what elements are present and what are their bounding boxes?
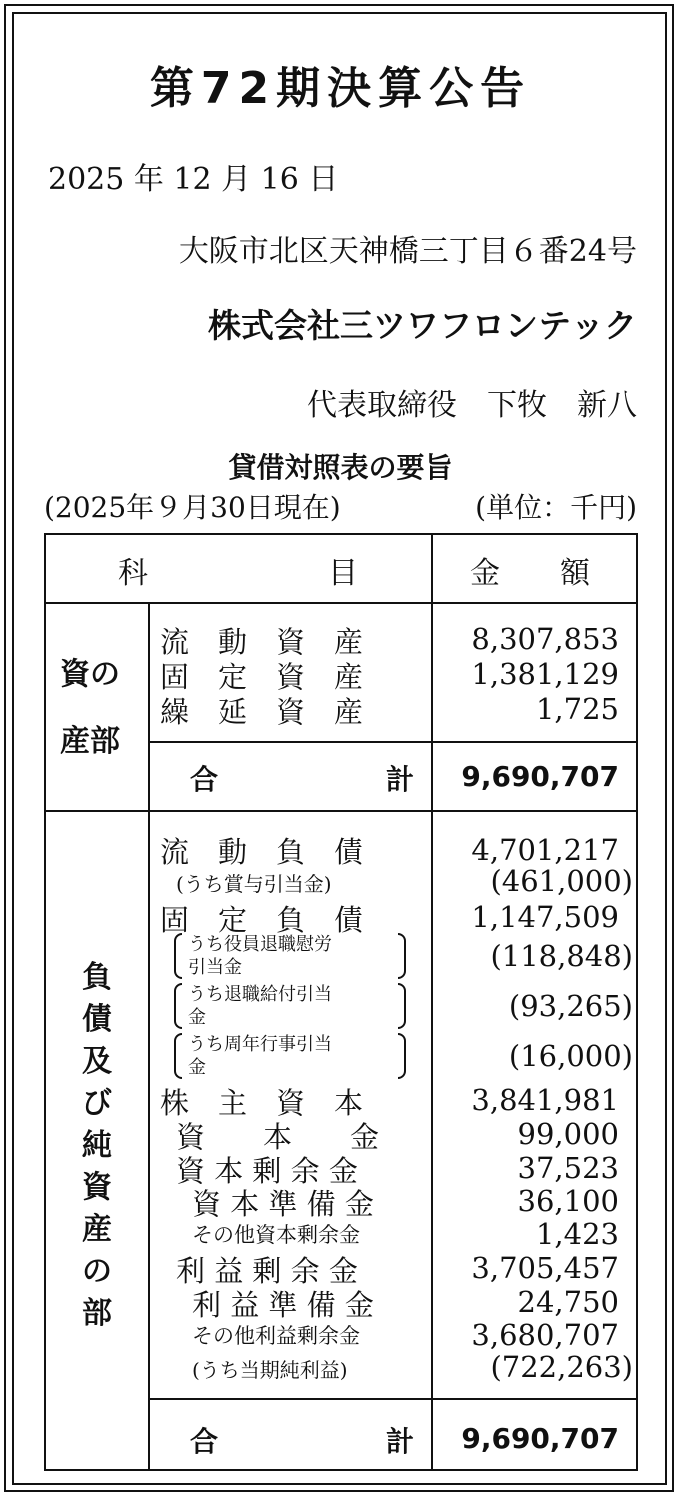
assets-section-label-1: 資の (60, 657, 120, 692)
company-name: 株式会社三ツワフロンテック (208, 306, 637, 345)
liability-row-label: 資 本 準 備 金 (192, 1187, 374, 1221)
liability-row-value: 3,841,981 (471, 1083, 619, 1117)
asset-row-label: 流 動 資 産 (160, 625, 364, 659)
liability-row-value: 1,423 (535, 1217, 619, 1251)
section-divider (44, 810, 638, 812)
bracket-right (398, 1033, 406, 1079)
asset-row-label: 固 定 資 産 (160, 660, 364, 694)
assets-section-label-2: 産部 (60, 724, 120, 759)
liability-row-label: 資 本 金 (176, 1120, 380, 1154)
assets-total-label: 合 計 (190, 763, 415, 796)
liability-row-value: (93,265) (508, 989, 633, 1023)
liability-row-value: 3,705,457 (471, 1251, 619, 1285)
bracket-left (174, 1033, 182, 1079)
liabilities-total-value: 9,690,707 (461, 1422, 619, 1455)
liability-row-value: 36,100 (517, 1184, 619, 1218)
header-item: 科 目 (118, 556, 358, 591)
bracket-left (174, 933, 182, 979)
liability-row-label: その他利益剰余金 (192, 1324, 360, 1348)
liability-row-value: 3,680,707 (471, 1318, 619, 1352)
header-amount: 金 額 (470, 556, 590, 591)
liability-row-label: その他資本剰余金 (192, 1223, 360, 1247)
column-divider (431, 533, 433, 1471)
liability-row-label: うち退職給付引当 金 (188, 984, 332, 1028)
representative: 代表取締役 下牧 新八 (307, 388, 637, 423)
notice-title: 第72期決算公告 (149, 63, 532, 114)
notice-date: 2025 年 12 月 16 日 (48, 162, 339, 197)
liability-row-value: 1,147,509 (471, 900, 619, 934)
liability-row-label: 流 動 負 債 (160, 835, 364, 869)
asset-row-value: 1,725 (535, 692, 619, 726)
liability-row-value: 99,000 (517, 1117, 619, 1151)
asset-section-divider (148, 602, 150, 810)
liabilities-section-label: 負 債 及 び 純 資 産 の 部 (82, 960, 112, 1331)
liability-row-label: (うち賞与引当金) (176, 872, 332, 896)
liability-row-label: 固 定 負 債 (160, 903, 364, 937)
liability-row-label: 資 本 剰 余 金 (176, 1154, 358, 1188)
bracket-right (398, 983, 406, 1029)
liability-row-value: 24,750 (517, 1285, 619, 1319)
company-address: 大阪市北区天神橋三丁目６番24号 (178, 234, 637, 269)
liability-row-value: 4,701,217 (471, 833, 619, 867)
liability-section-divider (148, 810, 150, 1471)
header-divider (44, 602, 638, 604)
liability-row-label: 株 主 資 本 (160, 1086, 364, 1120)
bracket-left (174, 983, 182, 1029)
asset-row-value: 8,307,853 (471, 622, 619, 656)
liability-row-value: (461,000) (490, 864, 633, 898)
liability-row-label: 利 益 準 備 金 (192, 1288, 374, 1322)
asset-row-label: 繰 延 資 産 (160, 695, 364, 729)
liability-row-value: (722,263) (490, 1350, 633, 1384)
liability-row-label: うち周年行事引当 金 (188, 1034, 332, 1078)
bracket-right (398, 933, 406, 979)
liability-row-value: 37,523 (517, 1151, 619, 1185)
liability-row-value: (118,848) (490, 939, 633, 973)
assets-total-value: 9,690,707 (461, 760, 619, 793)
asset-total-divider (148, 741, 638, 743)
liability-total-divider (148, 1398, 638, 1400)
liabilities-total-label: 合 計 (190, 1425, 415, 1458)
balance-sheet-title: 貸借対照表の要旨 (228, 451, 453, 484)
liability-row-label: うち役員退職慰労 引当金 (188, 934, 332, 978)
unit-label: (単位：千円) (475, 491, 637, 524)
asset-row-value: 1,381,129 (471, 657, 619, 691)
liability-row-label: 利 益 剰 余 金 (176, 1254, 358, 1288)
as-of-date: (2025年９月30日現在) (44, 491, 341, 524)
liability-row-value: (16,000) (508, 1039, 633, 1073)
liability-row-label: (うち当期純利益) (192, 1358, 348, 1382)
